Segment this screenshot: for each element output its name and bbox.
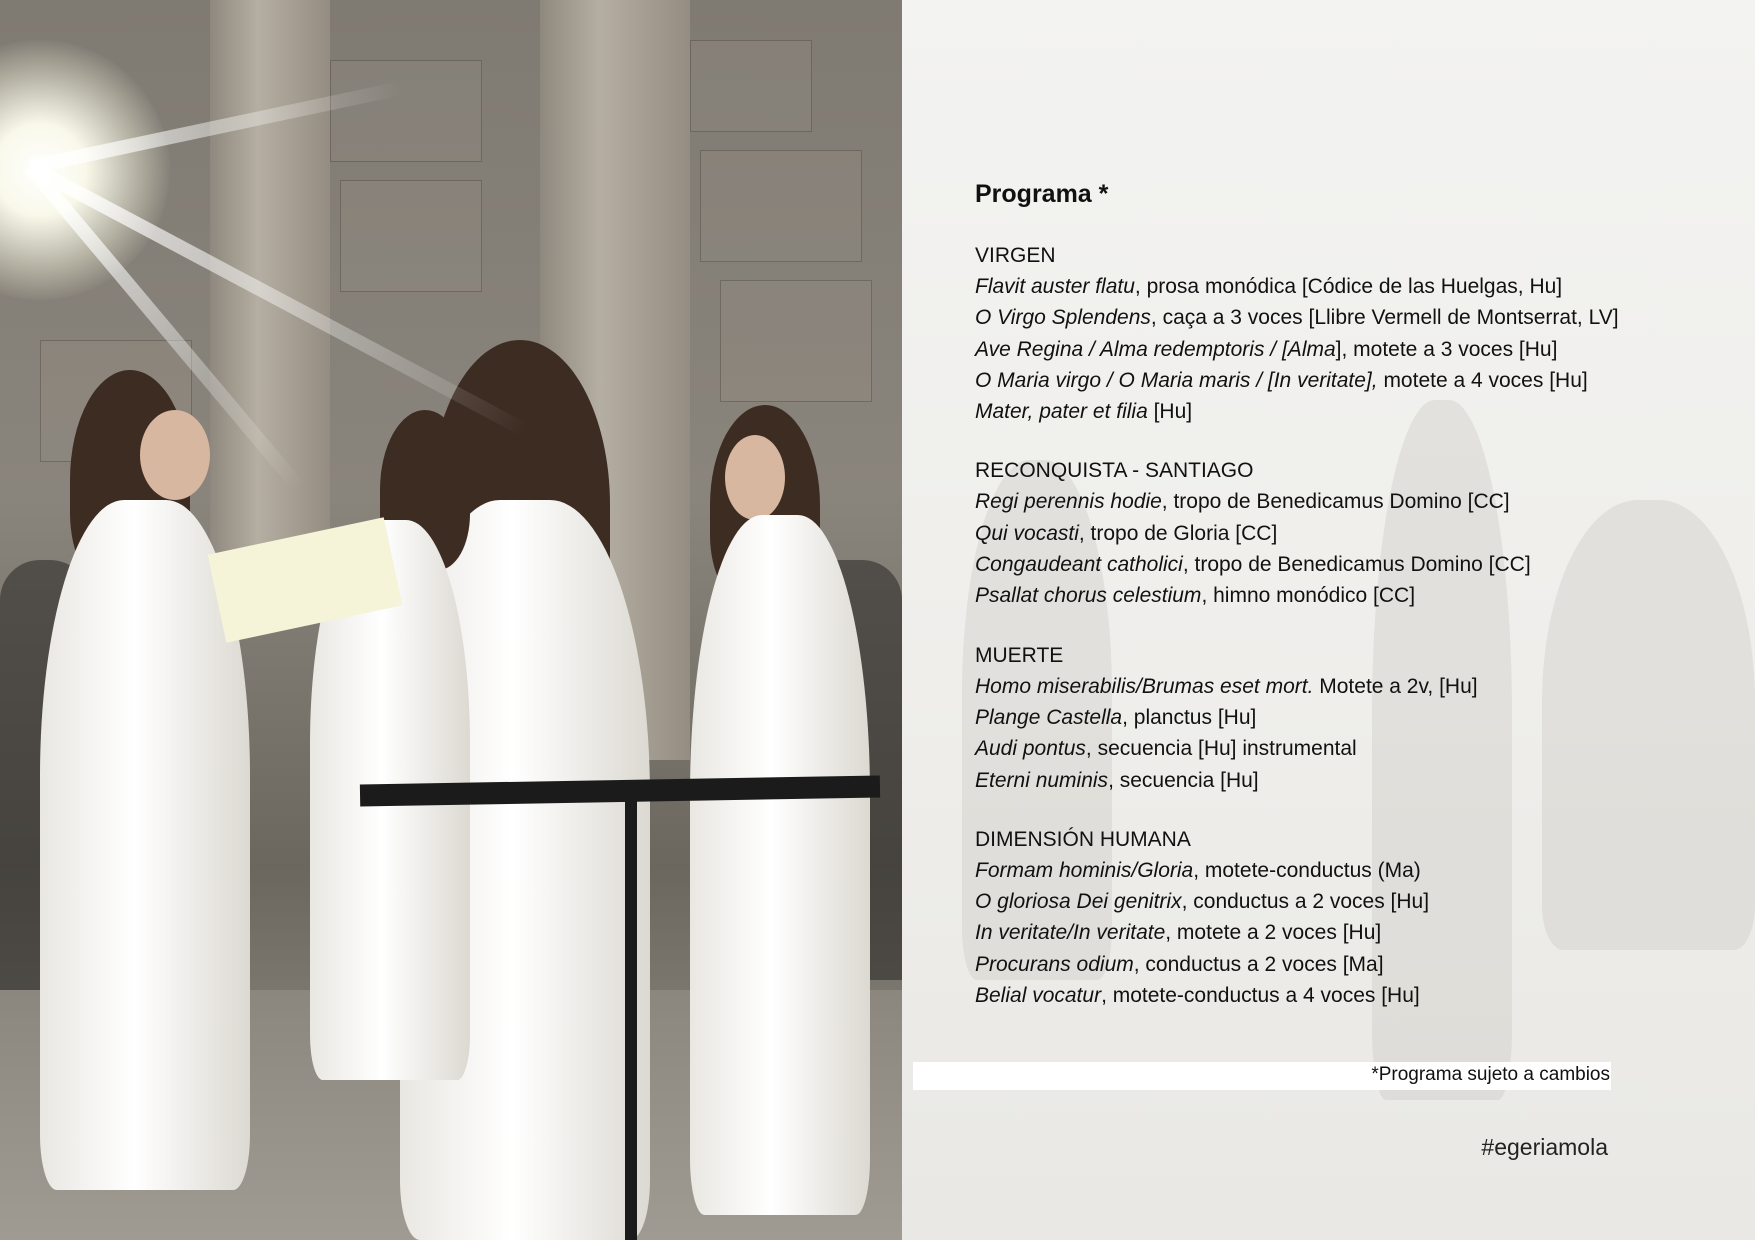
program-item	[975, 765, 1695, 796]
program-item	[975, 396, 1695, 427]
work-title: Audi pontus	[975, 737, 1086, 761]
work-detail: , motete-conductus (Ma)	[1193, 858, 1421, 882]
program-item	[975, 518, 1695, 549]
work-detail: , tropo de Benedicamus Domino [CC]	[1182, 553, 1531, 577]
music-stand-pole	[625, 790, 637, 1240]
work-title: Congaudeant catholici	[975, 553, 1183, 577]
program-item	[975, 917, 1695, 948]
work-detail: [Hu]	[1147, 400, 1193, 424]
work-title: Ave Regina / Alma redemptoris / [Alma	[975, 337, 1336, 361]
program-section	[975, 640, 1695, 796]
program-note: *Programa sujeto a cambios	[1371, 1064, 1610, 1085]
program-item	[975, 733, 1695, 764]
work-detail: , planctus [Hu]	[1122, 705, 1257, 729]
work-title: Regi perennis hodie	[975, 490, 1162, 514]
program-item	[975, 855, 1695, 886]
work-detail: , caça a 3 voces [Llibre Vermell de Montserrat, LV]	[1150, 306, 1619, 330]
work-detail: , prosa monódica [Códice de las Huelgas, Hu]	[1134, 275, 1563, 298]
section-heading: RECONQUISTA - SANTIAGO	[975, 459, 1254, 483]
work-title: O Virgo Splendens	[975, 306, 1151, 330]
work-detail: motete a 4 voces [Hu]	[1377, 368, 1588, 392]
work-title: Qui vocasti	[975, 521, 1079, 545]
program-item	[975, 702, 1695, 733]
program-item	[975, 486, 1695, 517]
program-item	[975, 549, 1695, 580]
work-title: Eterni numinis	[975, 768, 1109, 792]
program-title: Programa *	[975, 180, 1109, 208]
work-detail: , himno monódico [CC]	[1201, 584, 1416, 608]
wall-stone	[340, 180, 482, 292]
work-detail: Motete a 2v, [Hu]	[1313, 674, 1478, 698]
program-sections	[975, 240, 1695, 1011]
work-detail: , secuencia [Hu]	[1108, 768, 1259, 792]
program-item	[975, 886, 1695, 917]
section-heading: VIRGEN	[975, 244, 1056, 267]
work-title: Procurans odium	[975, 952, 1134, 976]
wall-stone	[700, 150, 862, 262]
program-item	[975, 949, 1695, 980]
work-title: O Maria virgo / O Maria maris / [In veritate],	[975, 368, 1378, 392]
work-detail: , motete-conductus a 4 voces [Hu]	[1101, 984, 1420, 1008]
wall-stone	[330, 60, 482, 162]
program-section	[975, 824, 1695, 1011]
work-title: Homo miserabilis/Brumas eset mort.	[975, 674, 1314, 698]
wall-stone	[690, 40, 812, 132]
work-title: Formam hominis/Gloria	[975, 858, 1194, 882]
program-item	[975, 271, 1695, 302]
work-detail: , conductus a 2 voces [Hu]	[1181, 890, 1430, 914]
program-item	[975, 671, 1695, 702]
work-title: Flavit auster flatu	[975, 275, 1135, 298]
section-heading: DIMENSIÓN HUMANA	[975, 827, 1191, 851]
program-item	[975, 302, 1695, 333]
program-item	[975, 334, 1695, 365]
program-content	[975, 176, 1695, 1011]
work-detail: ], motete a 3 voces [Hu]	[1335, 337, 1558, 361]
wall-stone	[720, 280, 872, 402]
program-item	[975, 980, 1695, 1011]
hashtag: #egeriamola	[1481, 1134, 1608, 1160]
work-detail: , tropo de Benedicamus Domino [CC]	[1161, 490, 1510, 514]
work-title: In veritate/In veritate	[975, 921, 1166, 945]
work-title: Belial vocatur	[975, 984, 1102, 1008]
program-section	[975, 240, 1695, 427]
work-detail: , motete a 2 voces [Hu]	[1165, 921, 1382, 945]
work-detail: , conductus a 2 voces [Ma]	[1133, 952, 1384, 976]
section-heading: MUERTE	[975, 643, 1064, 667]
work-title: Plange Castella	[975, 705, 1123, 729]
work-title: O gloriosa Dei genitrix	[975, 890, 1182, 914]
work-detail: , tropo de Gloria [CC]	[1078, 521, 1278, 545]
work-title: Mater, pater et filia	[975, 400, 1148, 424]
program-item	[975, 580, 1695, 611]
program-item	[975, 365, 1695, 396]
work-title: Psallat chorus celestium	[975, 584, 1202, 608]
program-section	[975, 455, 1695, 611]
work-detail: , secuencia [Hu] instrumental	[1085, 737, 1357, 761]
